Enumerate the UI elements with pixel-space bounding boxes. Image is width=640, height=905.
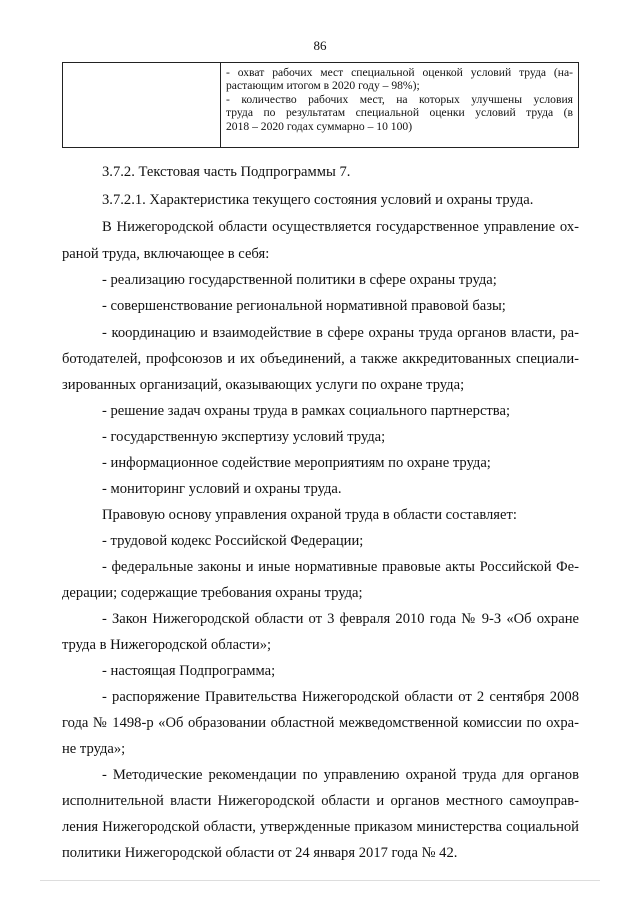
list-item: - информационное содействие мероприятиям по охране труда;	[102, 455, 491, 471]
indicator-table	[62, 62, 579, 148]
page-number: 86	[313, 38, 327, 53]
table-line: - количество рабочих мест, на которых улучшены условия	[226, 92, 573, 106]
table-line: 2018 – 2020 годах суммарно – 10 100)	[226, 119, 413, 133]
bottom-edge	[40, 880, 600, 881]
list-item-cont: ления Нижегородской области, утвержденные приказом министерства социальной	[62, 819, 579, 835]
list-item: - настоящая Подпрограмма;	[102, 663, 276, 679]
list-item: - государственную экспертизу условий труда;	[102, 429, 386, 445]
table-empty-cell	[63, 63, 221, 147]
list-item: - Закон Нижегородской области от 3 февраля 2010 года № 9-З «Об охране	[102, 611, 579, 627]
paragraph-line: В Нижегородской области осуществляется государственное управление ох-	[102, 219, 579, 235]
table-line: труда по результатам специальной оценки условий труда (в	[226, 106, 573, 120]
list-item: - трудовой кодекс Российской Федерации;	[102, 533, 364, 549]
subsection-heading: 3.7.2.1. Характеристика текущего состояния условий и охраны труда.	[102, 192, 534, 208]
list-item: - реализацию государственной политики в сфере охраны труда;	[102, 272, 497, 288]
list-item-cont: исполнительной власти Нижегородской области и органов местного самоуправ-	[62, 793, 579, 809]
list-item: - решение задач охраны труда в рамках социального партнерства;	[102, 403, 511, 419]
list-item-cont: не труда»;	[62, 741, 126, 757]
list-item-cont: года № 1498-р «Об образовании областной межведомственной комиссии по охра-	[62, 715, 579, 731]
list-item: - федеральные законы и иные нормативные правовые акты Российской Фе-	[102, 559, 579, 575]
paragraph-line: Правовую основу управления охраной труда в области составляет:	[102, 507, 517, 523]
list-item-cont: зированных организаций, оказывающих услуги по охране труда;	[62, 377, 465, 393]
list-item-cont: политики Нижегородской области от 24 января 2017 года № 42.	[62, 845, 458, 861]
list-item: - Методические рекомендации по управлению охраной труда для органов	[102, 767, 579, 783]
table-text-cell	[221, 63, 578, 147]
list-item-cont: дерации; содержащие требования охраны труда;	[62, 585, 363, 601]
table-line: - охват рабочих мест специальной оценкой условий труда (на-	[226, 66, 573, 79]
section-heading: 3.7.2. Текстовая часть Подпрограммы 7.	[102, 164, 351, 180]
list-item-cont: труда в Нижегородской области»;	[62, 637, 272, 653]
list-item: - распоряжение Правительства Нижегородской области от 2 сентября 2008	[102, 689, 579, 705]
list-item-cont: ботодателей, профсоюзов и их объединений, а также аккредитованных специали-	[62, 351, 579, 367]
list-item: - мониторинг условий и охраны труда.	[102, 481, 342, 497]
list-item: - совершенствование региональной нормативной правовой базы;	[102, 298, 506, 314]
list-item: - координацию и взаимодействие в сфере охраны труда органов власти, ра-	[102, 325, 579, 341]
table-line: растающим итогом в 2020 году – 98%);	[226, 79, 420, 93]
paragraph-line: раной труда, включающее в себя:	[62, 246, 270, 262]
